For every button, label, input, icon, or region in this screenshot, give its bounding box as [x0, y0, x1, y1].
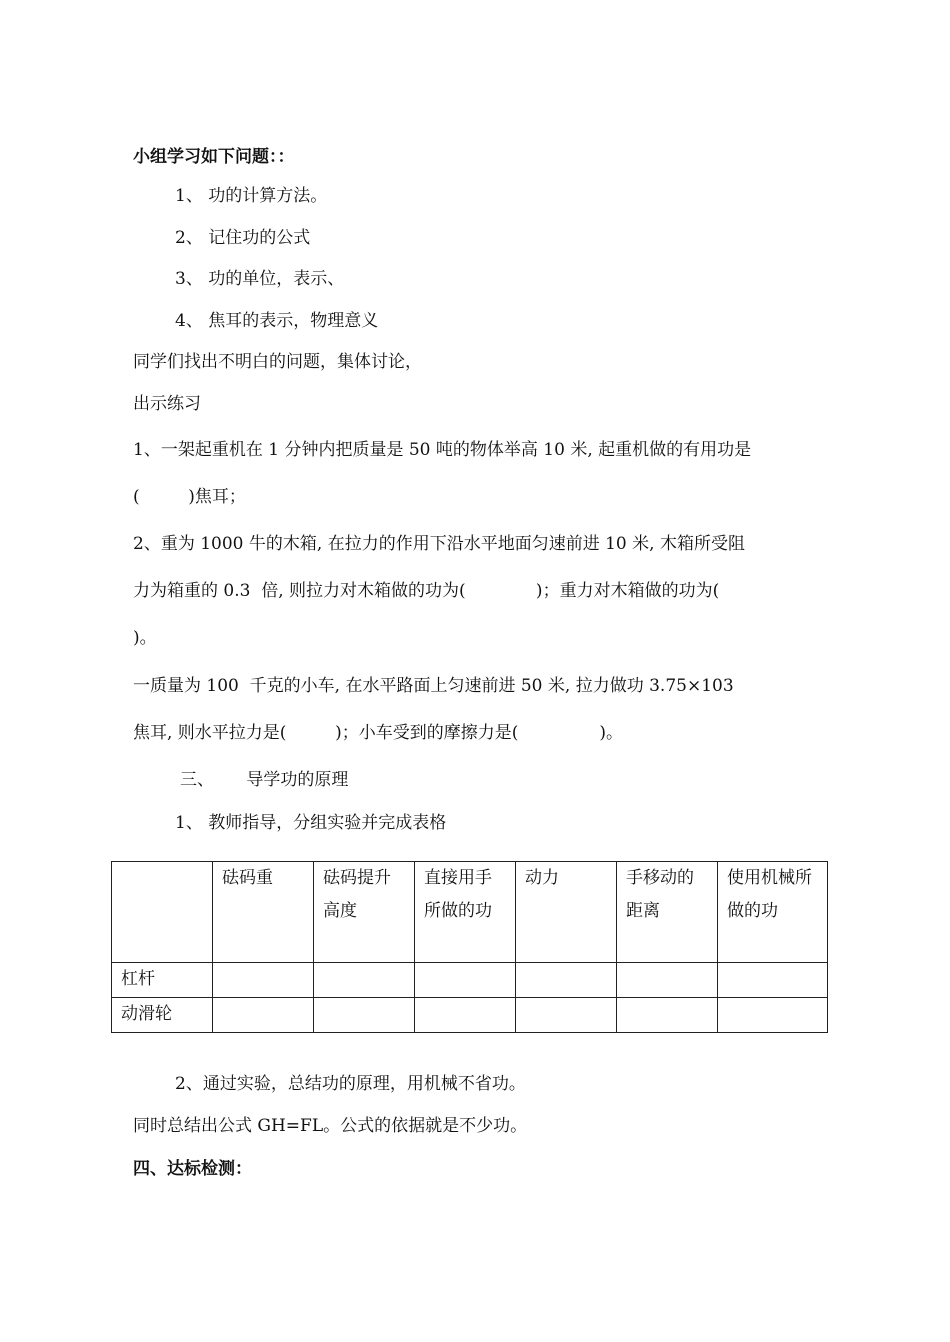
table-header-cell: 动力 — [516, 862, 617, 963]
table-cell — [314, 998, 415, 1033]
table-cell — [415, 963, 516, 998]
table-cell — [718, 963, 828, 998]
table-header-cell: 直接用手所做的功 — [415, 862, 516, 963]
table-header-cell: 使用机械所做的功 — [718, 862, 828, 963]
table-cell — [617, 998, 718, 1033]
exercise-3-line-2: 焦耳, 则水平拉力是( )；小车受到的摩擦力是( )。 — [133, 723, 624, 743]
row-label-movable-pulley: 动滑轮 — [112, 998, 213, 1033]
table-cell — [516, 998, 617, 1033]
question-item-1: 1、 功的计算方法。 — [175, 186, 328, 206]
formula-summary: 同时总结出公式 GH=FL。公式的依据就是不少功。 — [133, 1116, 528, 1136]
table-row — [112, 963, 828, 998]
exercise-3-line-1: 一质量为 100 千克的小车, 在水平路面上匀速前进 50 米, 拉力做功 3.75×103 — [133, 676, 734, 696]
question-item-3: 3、 功的单位，表示、 — [175, 269, 345, 289]
table-header-cell: 砝码提升高度 — [314, 862, 415, 963]
table-cell — [213, 963, 314, 998]
table-cell — [718, 998, 828, 1033]
step-2-text: 2、通过实验，总结功的原理，用机械不省功。 — [175, 1074, 526, 1094]
exercise-1-line-1: 1、一架起重机在 1 分钟内把质量是 50 吨的物体举高 10 米, 起重机做的有用功是 — [133, 440, 752, 460]
question-item-2: 2、 记住功的公式 — [175, 228, 311, 248]
section-heading-group-study: 小组学习如下问题：： — [133, 147, 295, 167]
row-label-lever: 杠杆 — [112, 963, 213, 998]
table-cell — [617, 963, 718, 998]
table-cell — [314, 963, 415, 998]
table-cell — [516, 963, 617, 998]
section-4-heading: 四、达标检测： — [133, 1159, 252, 1179]
table-cell — [415, 998, 516, 1033]
practice-title: 出示练习 — [133, 394, 201, 414]
table-row — [112, 998, 828, 1033]
discussion-text: 同学们找出不明白的问题，集体讨论， — [133, 352, 422, 372]
table-cell — [213, 998, 314, 1033]
table-header-row — [112, 862, 828, 963]
step-1-text: 1、 教师指导，分组实验并完成表格 — [175, 813, 447, 833]
question-item-4: 4、 焦耳的表示，物理意义 — [175, 311, 379, 331]
section-3-heading: 三、 导学功的原理 — [180, 770, 349, 790]
table-header-cell — [112, 862, 213, 963]
experiment-table — [111, 861, 828, 1033]
exercise-2-line-3: )。 — [133, 628, 157, 648]
exercise-2-line-1: 2、重为 1000 牛的木箱, 在拉力的作用下沿水平地面匀速前进 10 米, 木箱所受阻 — [133, 534, 745, 554]
table-header-cell: 手移动的距离 — [617, 862, 718, 963]
table-header-cell: 砝码重 — [213, 862, 314, 963]
exercise-1-line-2: ( )焦耳； — [133, 487, 246, 507]
exercise-2-line-2: 力为箱重的 0.3 倍, 则拉力对木箱做的功为( )；重力对木箱做的功为( — [133, 581, 720, 601]
